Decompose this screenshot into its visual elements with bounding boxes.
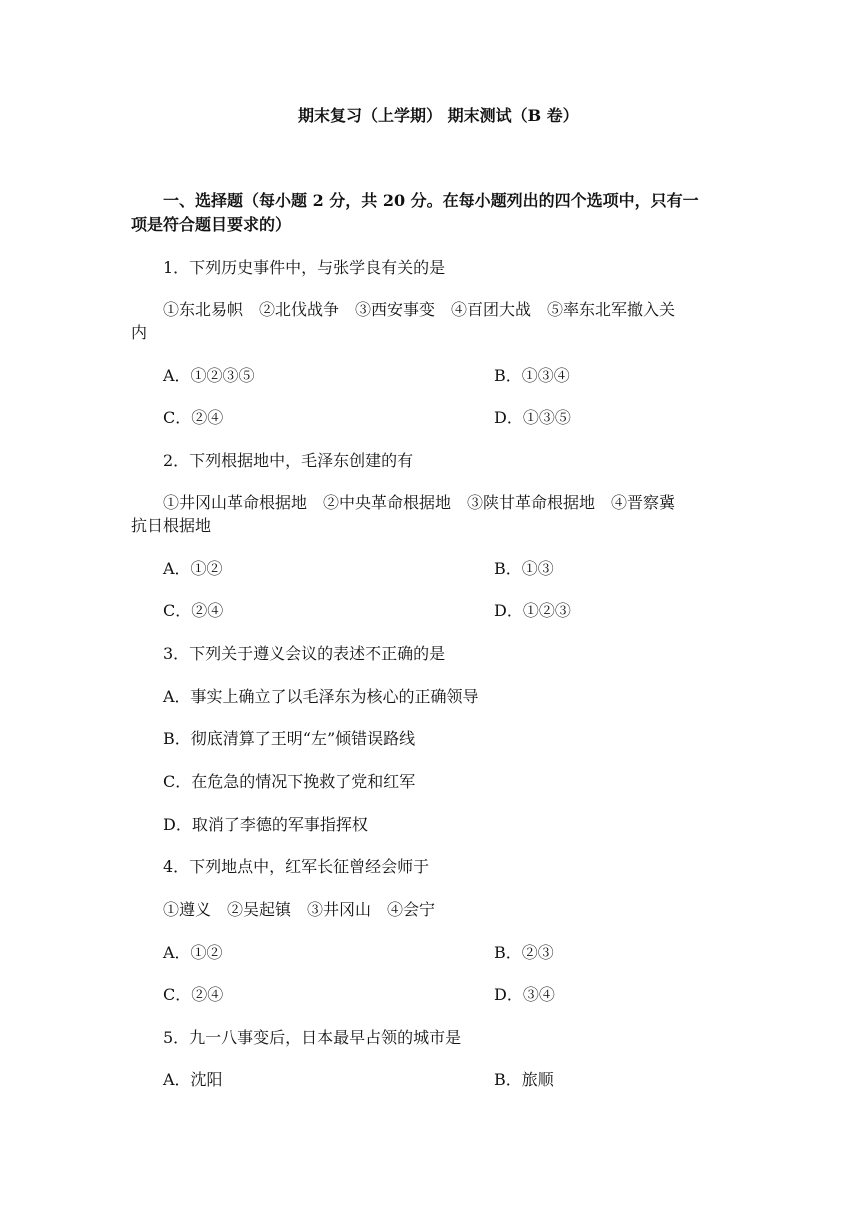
question-4-option-b: B．②③ (494, 943, 554, 962)
question-2-stem: 2．下列根据地中，毛泽东创建的有 (163, 451, 414, 470)
question-5-stem: 5．九一八事变后，日本最早占领的城市是 (163, 1028, 462, 1047)
question-1-option-d: D．①③⑤ (494, 408, 571, 427)
question-2-option-a: A．①② (163, 559, 223, 578)
question-4-option-a: A．①② (163, 943, 223, 962)
question-1-option-b: B．①③④ (494, 366, 570, 385)
question-4-option-c: C．②④ (163, 985, 224, 1004)
question-3-option-c: C．在危急的情况下挽救了党和红军 (163, 772, 416, 791)
question-2-option-d: D．①②③ (494, 601, 571, 620)
question-2-option-c: C．②④ (163, 601, 224, 620)
question-3-option-b: B．彻底清算了王明“左”倾错误路线 (163, 729, 416, 748)
question-1-items-cont: 内 (131, 323, 148, 342)
question-3-option-a: A．事实上确立了以毛泽东为核心的正确领导 (163, 687, 479, 706)
section-heading-cont: 项是符合题目要求的） (131, 215, 292, 234)
question-1-stem: 1．下列历史事件中，与张学良有关的是 (163, 258, 446, 277)
section-heading: 一、选择题（每小题 2 分，共 20 分。在每小题列出的四个选项中，只有一 (163, 191, 699, 210)
question-4-items: ①遵义 ②吴起镇 ③井冈山 ④会宁 (163, 900, 436, 919)
question-4-option-d: D．③④ (494, 985, 555, 1004)
question-2-items-cont: 抗日根据地 (131, 516, 212, 535)
question-3-stem: 3．下列关于遵义会议的表述不正确的是 (163, 644, 446, 663)
question-1-option-c: C．②④ (163, 408, 224, 427)
question-3-option-d: D．取消了李德的军事指挥权 (163, 815, 368, 834)
question-5-option-a: A．沈阳 (163, 1070, 223, 1089)
page-title: 期末复习（上学期） 期末测试（B 卷） (298, 106, 579, 125)
question-5-option-b: B．旅顺 (494, 1070, 554, 1089)
question-1-option-a: A．①②③⑤ (163, 366, 255, 385)
question-4-stem: 4．下列地点中，红军长征曾经会师于 (163, 857, 430, 876)
question-1-items: ①东北易帜 ②北伐战争 ③西安事变 ④百团大战 ⑤率东北军撤入关 (163, 300, 676, 319)
question-2-items: ①井冈山革命根据地 ②中央革命根据地 ③陕甘革命根据地 ④晋察冀 (163, 493, 676, 512)
question-2-option-b: B．①③ (494, 559, 554, 578)
